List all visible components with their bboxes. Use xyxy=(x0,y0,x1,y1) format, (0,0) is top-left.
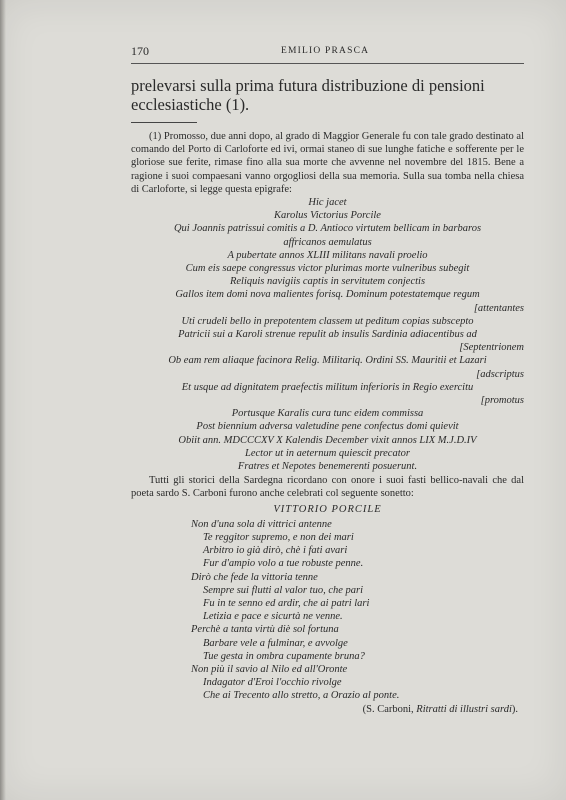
sonnet-line: Che ai Trecento allo stretto, a Orazio al ponte. xyxy=(203,690,400,702)
sonnet xyxy=(191,518,524,703)
epigraph-line: Patricii sui a Karoli strenue repulit ab insulis Sardinia adiacentibus ad xyxy=(178,329,477,341)
footnote-intro: (1) Promosso, due anni dopo, al grado di Maggior Generale fu con tale grado destinato al comando del Porto di Carloforte ed ivi, ormai staneo di sue lunghe fatiche e sofferente per le gloriose sue ferite, rimase fino alla sua morte che avvenne nel novembre del 1815. Bene a ragione i suoi compaesani vanno orgogliosi della sua memoria. Sulla sua tomba nella chiesa di Carloforte, si legge questa epigrafe: xyxy=(131,131,524,195)
epigraph-line: [Septentrionem xyxy=(459,342,524,354)
sonnet-line: Non d'una sola di vittrici antenne xyxy=(191,518,332,530)
citation-end: ). xyxy=(511,703,518,715)
header-rule xyxy=(131,63,524,64)
epigraph-line: Lector ut in aeternum quiescit precator xyxy=(245,447,410,459)
sonnet-line: Tue gesta in ombra cupamente bruna? xyxy=(203,650,365,662)
epigraph-line: Gallos item domi nova malientes forisq. Dominum potestatemque regum xyxy=(175,289,480,301)
epigraph-line: Et usque ad dignitatem praefectis militum inferioris in Regio exercitu xyxy=(181,381,474,393)
epigraph-line: Obiit ann. MDCCCXV X Kalendis December vixit annos LIX M.J.D.IV xyxy=(178,434,477,446)
sonnet-line: Indagator d'Eroi l'occhio rivolge xyxy=(203,677,342,689)
epigraph-line: [adscriptus xyxy=(476,368,524,380)
sonnet-line: Sempre sui flutti al valor tuo, che pari xyxy=(203,584,364,596)
citation-author: (S. Carboni, xyxy=(362,703,414,715)
epigraph-line: Post biennium adversa valetudine pene confectus domi quievit xyxy=(196,421,459,433)
epigraph-line: Fratres et Nepotes benemerenti posuerunt. xyxy=(237,461,418,473)
sonnet-line: Dirò che fede la vittoria tenne xyxy=(191,571,318,583)
epigraph-line: Hic jacet xyxy=(308,197,347,209)
page-header xyxy=(131,44,524,62)
sonnet-line: Te reggitor supremo, e non dei mari xyxy=(203,531,354,543)
citation-work: Ritratti di illustri sardi xyxy=(416,703,512,715)
sonnet-citation xyxy=(131,703,524,716)
epigraph-line: A pubertate annos XLIII militans navali proelio xyxy=(227,249,428,261)
epigraph-line: affricanos aemulatus xyxy=(283,236,372,248)
sonnet-line: Barbare vele a fulminar, e avvolge xyxy=(203,637,348,649)
footnote-after-epigraph: Tutti gli storici della Sardegna ricordano con onore i suoi fasti bellico-navali che dal poeta sardo S. Carboni furono anche celebrati col seguente sonetto: xyxy=(131,475,524,500)
epigraph-line: Cum eis saepe congressus victor plurimas morte vulneribus subegit xyxy=(185,263,470,275)
sonnet-line: Arbitro io già dirò, chè i fati avari xyxy=(203,545,348,557)
epigraph-line: Uti crudeli bello in prepotentem classem ut peditum copias subscepto xyxy=(181,315,474,327)
epigraph-line: [promotus xyxy=(480,395,524,407)
epigraph-line: Portusque Karalis cura tunc eidem commissa xyxy=(231,408,424,420)
sonnet-line: Letizia e pace e sicurtà ne venne. xyxy=(203,611,343,623)
footnote xyxy=(131,130,524,716)
footnote-separator xyxy=(131,122,197,123)
epigraph-line: Ob eam rem aliaque facinora Relig. Militariq. Ordini SS. Mauritii et Lazari xyxy=(168,355,487,367)
sonnet-line: Non più il savio al Nilo ed all'Oronte xyxy=(191,663,348,675)
page-number: 170 xyxy=(131,44,149,58)
epigraph xyxy=(131,196,524,473)
sonnet-line: Fur d'ampio volo a tue robuste penne. xyxy=(203,558,364,570)
sonnet-line: Fu in te senno ed ardir, che ai patri lari xyxy=(203,597,370,609)
main-text: prelevarsi sulla prima futura distribuzione di pensioni ecclesiastiche (1). xyxy=(131,76,485,114)
epigraph-line: Karolus Victorius Porcile xyxy=(274,210,381,222)
epigraph-line: Qui Joannis patrissui comitis a D. Antioco virtutem bellicam in barbaros xyxy=(173,223,482,235)
epigraph-line: [attentantes xyxy=(473,302,524,314)
sonnet-line: Perchè a tanta virtù diè sol fortuna xyxy=(191,624,339,636)
running-title: EMILIO PRASCA xyxy=(281,46,370,56)
sonnet-title: VITTORIO PORCILE xyxy=(273,503,382,515)
epigraph-line: Reliquis navigiis captis in servitutem conjectis xyxy=(229,276,426,288)
